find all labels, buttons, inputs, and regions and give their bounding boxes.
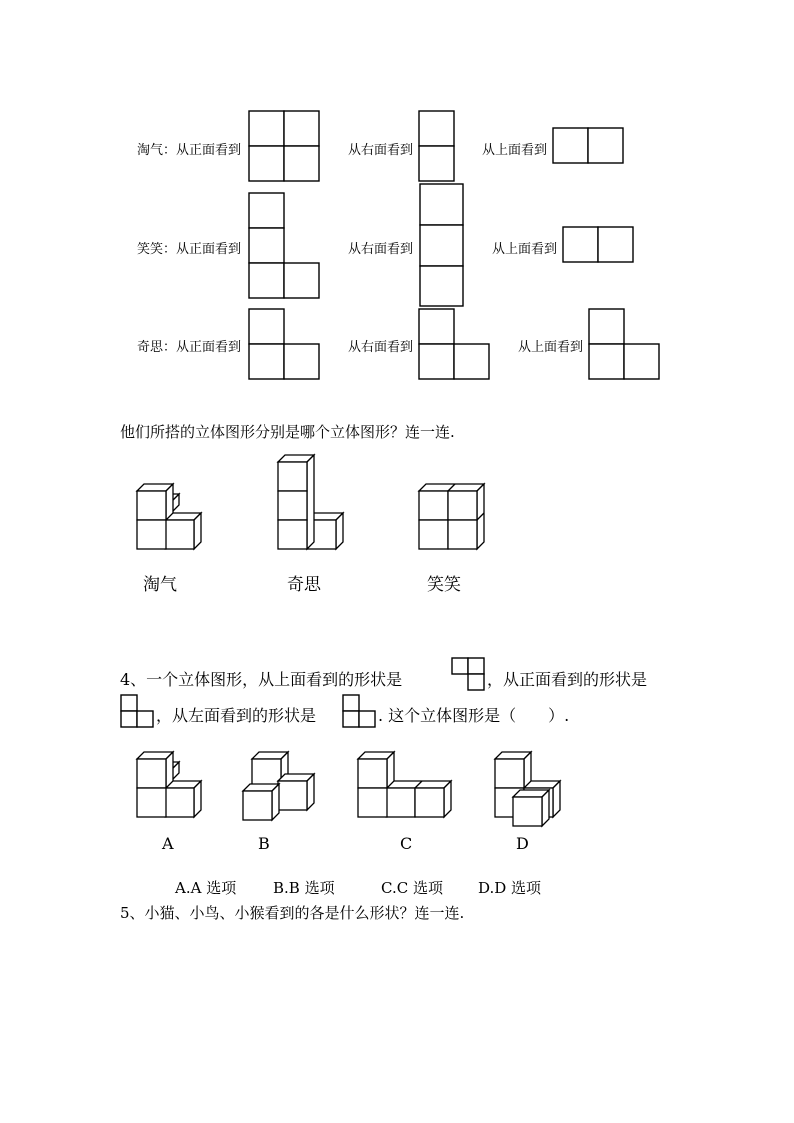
q4-line1-b: ，从正面看到的形状是 [487, 670, 648, 689]
q4-line2-b: . 这个立体图形是（ ）. [378, 706, 570, 725]
q3-figure-1 [136, 484, 208, 554]
row3-top-view [589, 309, 661, 381]
q4-option-d-figure[interactable] [494, 752, 566, 832]
row1-top-label: 从上面看到 [482, 143, 548, 158]
row1-name-front [137, 139, 241, 158]
q3-prompt: 他们所搭的立体图形分别是哪个立体图形？连一连. [120, 423, 455, 441]
row2-name-front [137, 238, 241, 257]
row2-top-label: 从上面看到 [492, 242, 558, 257]
q4-top-view-icon [451, 657, 487, 693]
q3-label-2: 奇思 [287, 575, 321, 595]
q5-prompt: 5、小猫、小鸟、小猴看到的各是什么形状？连一连. [120, 904, 465, 922]
row1-top-view [553, 128, 625, 165]
row2-right-label: 从右面看到 [348, 242, 414, 257]
q4-option-b-label: B [258, 834, 270, 853]
row3-name-front [137, 336, 241, 355]
q3-label-1: 淘气 [143, 575, 177, 595]
row3-right-view [419, 309, 491, 381]
row1-right-view [419, 111, 456, 183]
row3-right-label: 从右面看到 [348, 340, 414, 355]
row1-front-label: 从正面看到 [176, 143, 242, 158]
row1-front-view [249, 111, 321, 183]
q4-option-d-label: D [516, 834, 529, 853]
q4-option-c-label: C [400, 834, 413, 853]
q4-option-a-label: A [162, 834, 174, 853]
q4-option-a-figure[interactable] [136, 752, 208, 822]
row2-front-view [249, 193, 321, 300]
q4-choice-b[interactable]: B.B 选项 [273, 879, 335, 897]
q4-left-view-icon [342, 694, 378, 730]
q4-line1-a: 4、一个立体图形，从上面看到的形状是 [120, 670, 403, 689]
row3-front-label: 从正面看到 [176, 340, 242, 355]
q3-figure-2 [277, 455, 349, 555]
row2-name: 笑笑： [137, 242, 177, 257]
row3-top-label: 从上面看到 [518, 340, 584, 355]
q4-choice-c[interactable]: C.C 选项 [381, 879, 443, 897]
row2-front-label: 从正面看到 [176, 242, 242, 257]
row2-right-view [420, 184, 465, 308]
q3-label-3: 笑笑 [427, 575, 461, 595]
row3-front-view [249, 309, 321, 381]
q4-front-view-icon [120, 694, 156, 730]
q4-choice-a[interactable]: A.A 选项 [175, 879, 237, 897]
row1-right-label: 从右面看到 [348, 143, 414, 158]
q3-figure-3 [418, 484, 490, 554]
q4-choice-d[interactable]: D.D 选项 [478, 879, 542, 897]
row3-name: 奇思： [137, 340, 177, 355]
q4-option-c-figure[interactable] [357, 752, 457, 822]
row1-name: 淘气： [137, 143, 177, 158]
q4-line2-a: ，从左面看到的形状是 [156, 706, 317, 725]
q4-option-b-figure[interactable] [240, 744, 324, 824]
row2-top-view [563, 227, 635, 264]
